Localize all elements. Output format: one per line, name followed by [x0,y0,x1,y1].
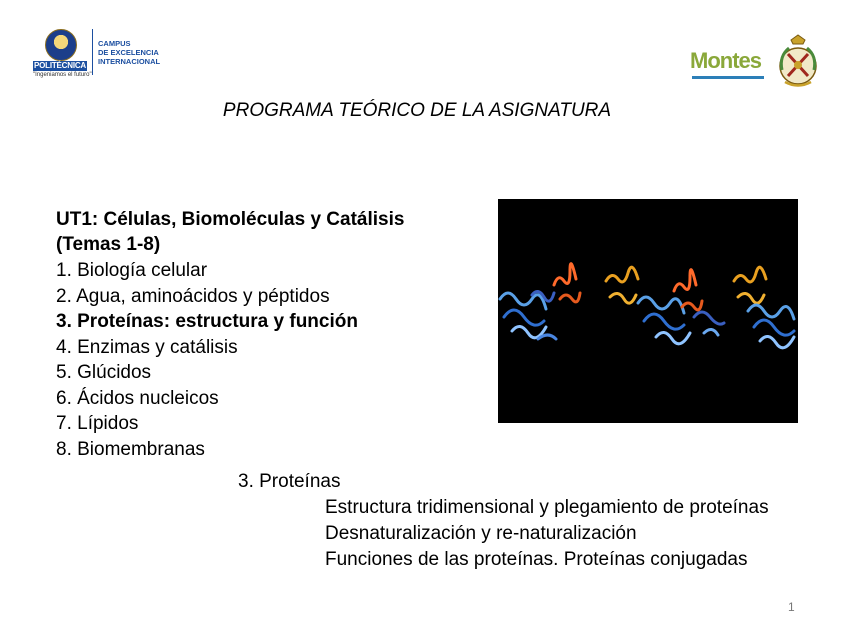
forestry-shield-icon [773,34,823,90]
upm-logo [31,27,171,83]
unit-heading-line-1: UT1: Células, Biomoléculas y Catálisis [56,209,405,230]
montes-logo [690,42,770,82]
topic-item: 4. Enzimas y catálisis [56,336,238,358]
topic-item: 1. Biología celular [56,260,208,281]
page-title: PROGRAMA TEÓRICO DE LA ASIGNATURA [222,100,612,121]
upm-tagline: "Ingeniamos el futuro" [33,72,92,78]
campus-line-2: DE EXCELENCIA [98,48,159,57]
montes-logo-text: Montes [690,48,761,73]
topic-item: 8. Biomembranas [56,438,205,460]
detail-item: Desnaturalización y re-naturalización [325,523,637,544]
unit-heading [56,207,404,257]
campus-line-1: CAMPUS [98,39,131,48]
page-number: 1 [788,600,795,614]
protein-structure-image [498,199,798,423]
topic-item-current: 3. Proteínas: estructura y función [56,311,358,332]
topic-item: 7. Lípidos [56,413,139,434]
logo-divider [92,29,93,75]
topic-item: 2. Agua, aminoácidos y péptidos [56,285,330,307]
montes-underline [692,76,764,79]
topic-item: 6. Ácidos nucleicos [56,387,219,409]
unit-heading-line-2: (Temas 1-8) [56,234,161,255]
upm-name: POLITÉCNICA [33,61,87,70]
campus-text [98,39,160,66]
detail-list [325,495,769,573]
topic-list [56,258,358,462]
topic-item: 5. Glúcidos [56,362,152,383]
detail-header: 3. Proteínas [238,471,341,492]
detail-item: Funciones de las proteínas. Proteínas conjugadas [325,549,748,570]
detail-item: Estructura tridimensional y plegamiento de proteínas [325,497,769,518]
campus-line-3: INTERNACIONAL [98,57,161,66]
upm-crest-icon [45,29,77,61]
